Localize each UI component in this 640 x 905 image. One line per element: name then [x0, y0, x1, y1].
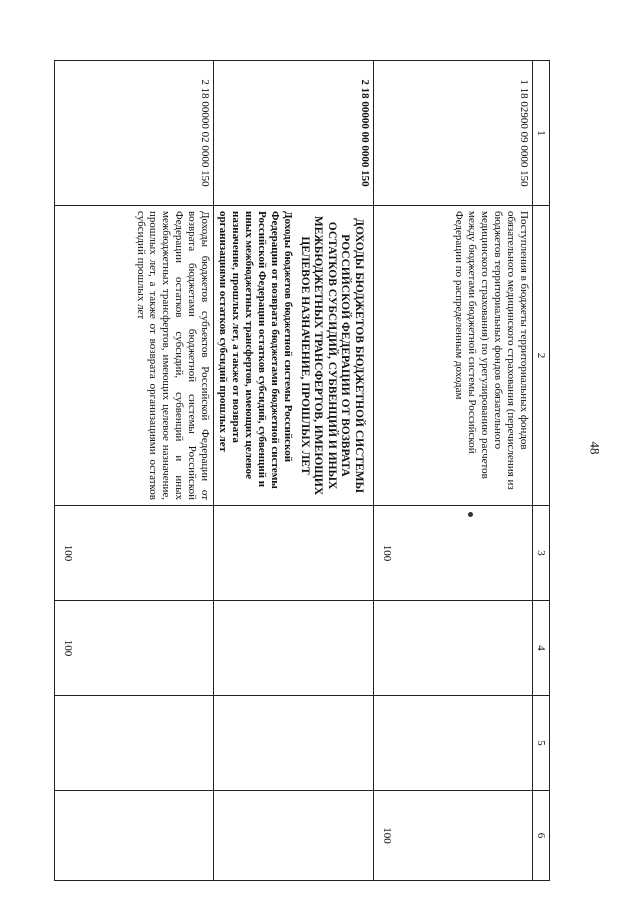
header-cell: 3 — [533, 506, 550, 601]
budget-table — [62, 60, 550, 880]
header-cell: 4 — [533, 601, 550, 696]
row-code: 1 18 02900 09 0000 150 — [374, 61, 533, 206]
row-code: 2 18 00000 00 0000 150 — [214, 61, 374, 206]
header-cell: 6 — [533, 791, 550, 881]
row-col5-value — [55, 696, 214, 791]
scan-speck — [468, 512, 473, 517]
row-col3-value: 100 — [374, 506, 533, 601]
header-cell: 2 — [533, 206, 550, 506]
row-description: Поступления в бюджеты территориальных фондов обязательного медицинского страхования (перечисления из бюджетов территориальных фондов обязательного медицинского страхования) по урегулированию расчетов между бюджетами бюджетной системы Российской Федерации по распределенным доходам — [374, 206, 533, 506]
header-cell: 5 — [533, 696, 550, 791]
table-header-row — [533, 61, 550, 881]
row-col4-value: 100 — [55, 601, 214, 696]
row-code: 2 18 00000 02 0000 150 — [55, 61, 214, 206]
row-col4-value — [374, 601, 533, 696]
row-section-title: ДОХОДЫ БЮДЖЕТОВ БЮДЖЕТНОЙ СИСТЕМЫ РОССИЙСКОЙ ФЕДЕРАЦИИ ОТ ВОЗВРАТА ОСТАТКОВ СУБСИДИЙ, СУБВЕНЦИЙ И ИНЫХ МЕЖБЮДЖЕТНЫХ ТРАНСФЕРТОВ, ИМЕЮЩИХ ЦЕЛЕВОЕ НАЗНАЧЕНИЕ, ПРОШЛЫХ ЛЕТ — [298, 215, 365, 496]
header-cell: 1 — [533, 61, 550, 206]
row-col5-value — [214, 696, 374, 791]
page-number: 48 — [587, 441, 603, 455]
table-row — [214, 61, 374, 881]
row-description: Доходы бюджетов субъектов Российской Федерации от возврата бюджетами бюджетной системы Российской Федерации остатков субсидий, субвенций и иных межбюджетных трансфертов, имеющих целевое назначение, прошлых лет, а также от возврата организациями остатков субсидий прошлых лет — [55, 206, 214, 506]
row-col6-value: 100 — [374, 791, 533, 881]
row-description: Доходы бюджетов бюджетной системы Российской Федерации от возврата бюджетами бюджетной системы Российской Федерации остатков субсидий, субвенций и иных межбюджетных трансфертов, имеющих целевое назначение, прошлых лет, а также от возврата организациями остатков субсидий прошлых лет — [217, 211, 295, 489]
row-col5-value — [374, 696, 533, 791]
row-col6-value — [55, 791, 214, 881]
table-row — [55, 61, 214, 881]
row-description-cell — [214, 206, 374, 506]
row-col3-value — [214, 506, 374, 601]
row-col4-value — [214, 601, 374, 696]
table-row — [374, 61, 533, 881]
row-col6-value — [214, 791, 374, 881]
row-col3-value: 100 — [55, 506, 214, 601]
